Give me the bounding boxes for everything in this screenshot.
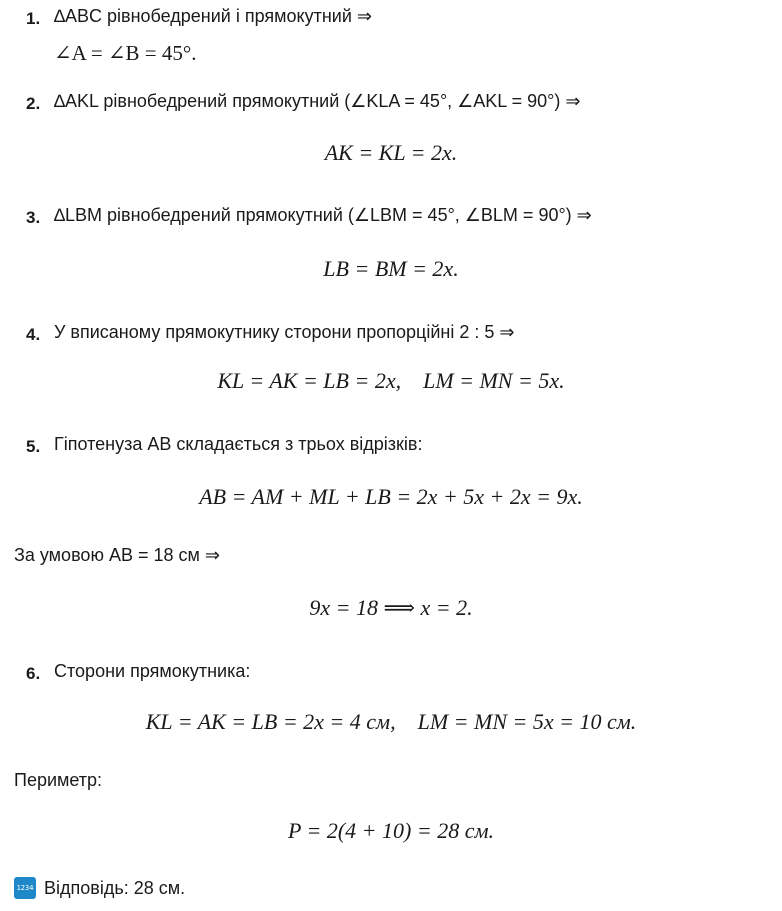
- step-1-text-2: ∠A = ∠B = 45°.: [54, 41, 197, 65]
- step-6-display-equation: KL = AK = LB = 2x = 4 см, LM = MN = 5x = 10 см.: [145, 709, 637, 734]
- step-1-text: ∆ABC рівнобедрений і прямокутний ⇒: [54, 6, 372, 26]
- answer-text: Відповідь: 28 см.: [44, 878, 186, 898]
- step-3-text: ∆LBM рівнобедрений прямокутний (∠LBM = 45°, ∠BLM = 90°) ⇒: [54, 205, 592, 225]
- step-2-display-equation: AK = KL = 2x.: [324, 140, 458, 165]
- step-1-number: 1.: [26, 9, 41, 28]
- step-4-number: 4.: [26, 325, 41, 344]
- step-3-display-equation: LB = BM = 2x.: [323, 256, 459, 281]
- step-5-text: Гіпотенуза AB складається з трьох відрізків:: [54, 434, 423, 454]
- step-5-number: 5.: [26, 437, 41, 456]
- condition-text: За умовою AB = 18 см ⇒: [14, 545, 220, 565]
- perimeter-display-equation: P = 2(4 + 10) = 28 см.: [287, 818, 495, 843]
- step-2-number: 2.: [26, 94, 41, 113]
- step-4-display-equation: KL = AK = LB = 2x, LM = MN = 5x.: [217, 368, 565, 393]
- condition-display-equation: 9x = 18 ⟹ x = 2.: [309, 595, 473, 620]
- step-6-text: Сторони прямокутника:: [54, 661, 251, 681]
- perimeter-label: Периметр:: [14, 770, 103, 790]
- step-4-text: У вписаному прямокутнику сторони пропорційні 2 : 5 ⇒: [54, 322, 515, 342]
- step-3-number: 3.: [26, 208, 41, 227]
- step-6-number: 6.: [26, 664, 41, 683]
- step-5-display-equation: AB = AM + ML + LB = 2x + 5x + 2x = 9x.: [199, 484, 583, 509]
- step-2-text: ∆AKL рівнобедрений прямокутний (∠KLA = 45°, ∠AKL = 90°) ⇒: [54, 91, 581, 111]
- numbers-icon: 1234: [14, 877, 36, 899]
